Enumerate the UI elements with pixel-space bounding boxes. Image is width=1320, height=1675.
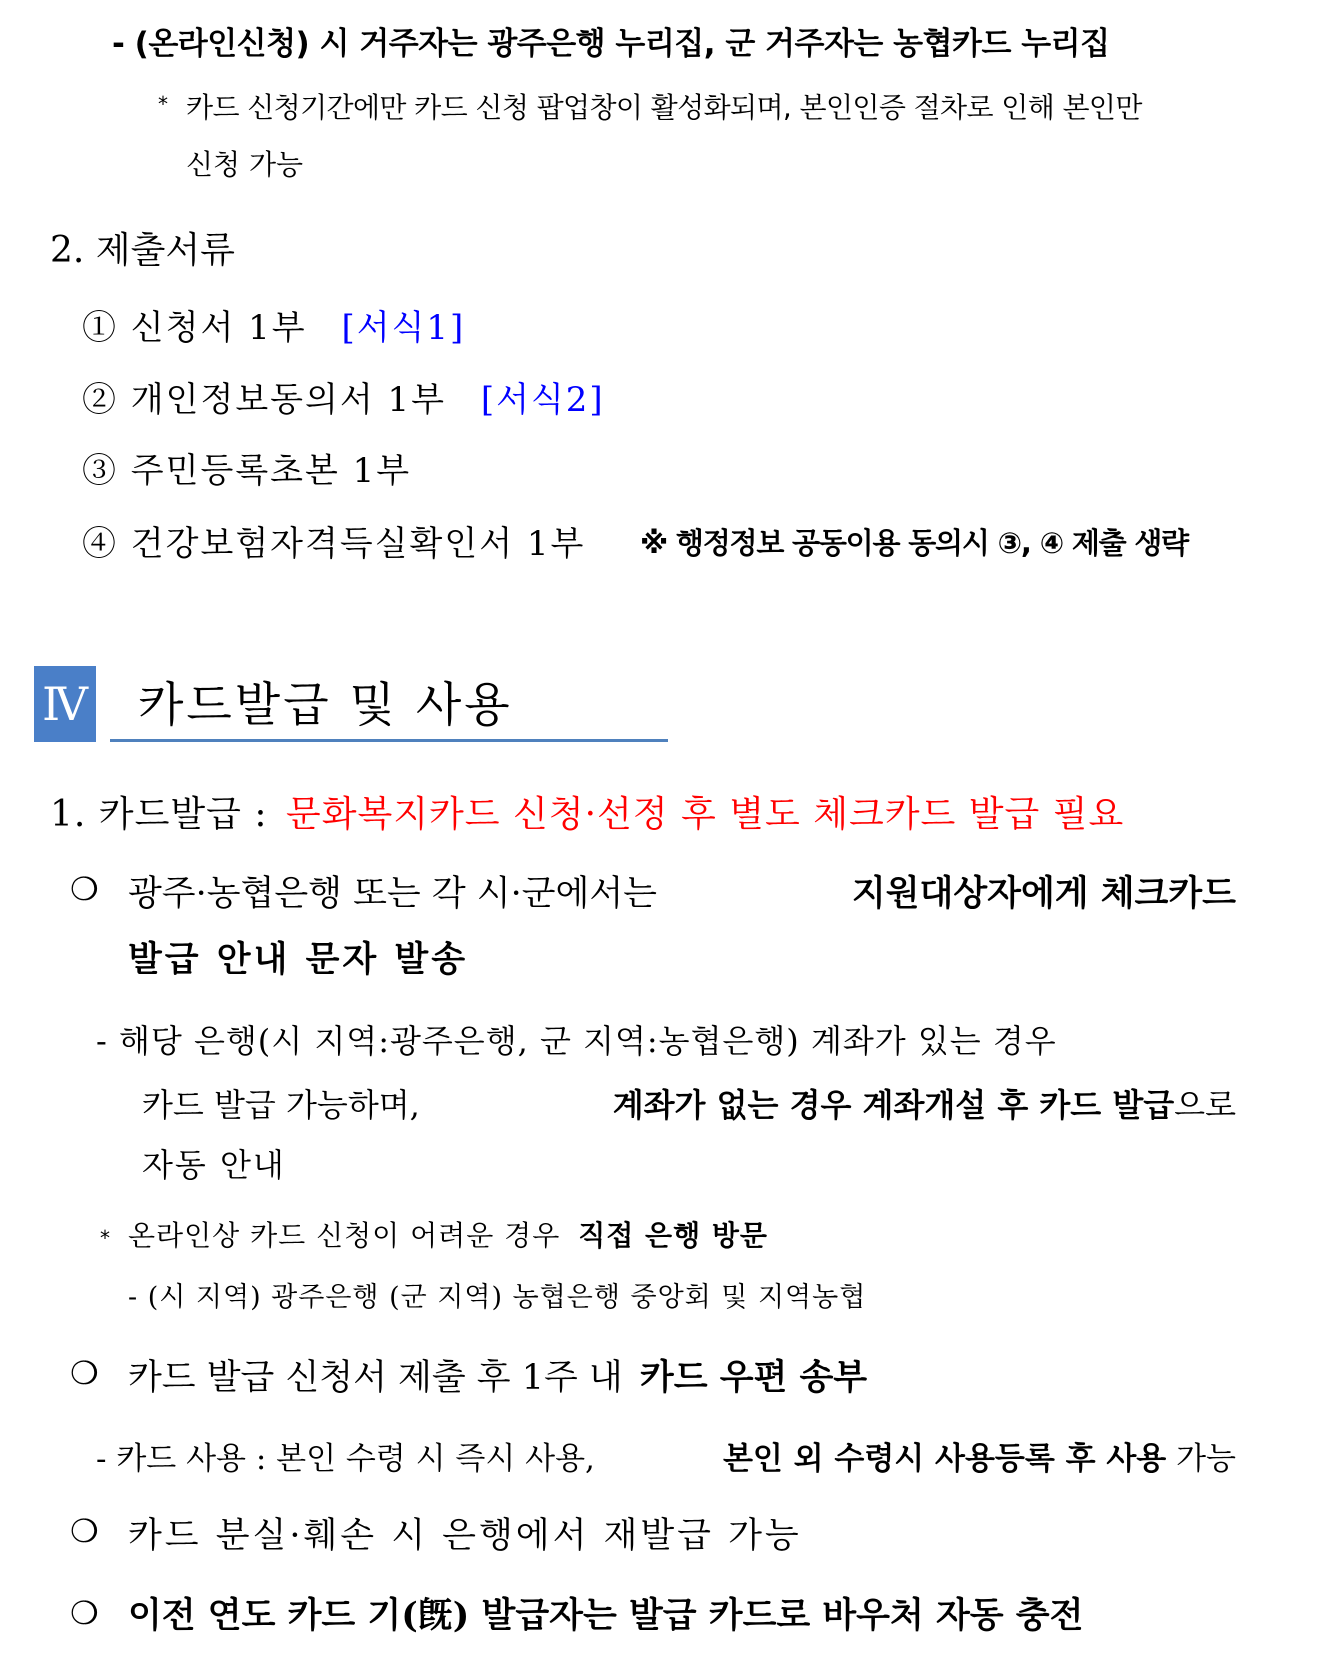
section-number-badge: Ⅳ (34, 666, 96, 742)
document-item-4-text: ④ 건강보험자격득실확인서 1부 (82, 524, 586, 564)
bank-visit-note-plain: 온라인상 카드 신청이 어려운 경우 (128, 1219, 561, 1252)
document-item-3 (82, 443, 411, 492)
section-title: 카드발급 및 사용 (138, 678, 513, 733)
bullet-1-mark: ❍ (70, 870, 99, 908)
card-issuance-heading-highlight: 문화복지카드 신청·선정 후 별도 체크카드 발급 필요 (285, 794, 1125, 835)
bullet-2-bold: 카드 우편 송부 (639, 1357, 868, 1398)
dash-1-line2 (142, 1080, 1236, 1126)
bullet-3-mark: ❍ (70, 1512, 99, 1550)
bullet-4-mark: ❍ (70, 1594, 99, 1632)
note-mark-2: * (100, 1226, 110, 1250)
document-item-1-text: ① 신청서 1부 (82, 308, 307, 348)
document-item-1 (82, 300, 465, 349)
section-title-underline (110, 739, 668, 742)
document-item-2-text: ② 개인정보동의서 1부 (82, 380, 446, 420)
form-2-link[interactable]: [서식2] (480, 380, 605, 420)
dash-1-line1: - 해당 은행(시 지역:광주은행, 군 지역:농협은행) 계좌가 있는 경우 (96, 1022, 1057, 1060)
bullet-1-bold: 지원대상자에게 체크카드 (851, 873, 1236, 914)
dash-2-line (96, 1433, 1236, 1478)
document-item-4 (82, 516, 585, 565)
bullet-1-plain: 광주·농협은행 또는 각 시·군에서는 (128, 874, 657, 914)
document-item-2 (82, 372, 605, 421)
dash-1-tail: 으로 (1174, 1086, 1236, 1124)
dash-2-tail: 가능 (1176, 1441, 1236, 1477)
bank-visit-sub: - (시 지역) 광주은행 (군 지역) 농협은행 중앙회 및 지역농협 (128, 1282, 867, 1313)
bullet-2-plain: 카드 발급 신청서 제출 후 1주 내 (128, 1358, 623, 1398)
bullet-1-line2: 발급 안내 문자 발송 (128, 939, 469, 980)
bank-visit-note (128, 1214, 768, 1254)
note-mark: * (158, 92, 168, 116)
dash-1-bold: 계좌가 없는 경우 계좌개설 후 카드 발급 (612, 1086, 1175, 1124)
bullet-4-line: 이전 연도 카드 기(旣) 발급자는 발급 카드로 바우처 자동 충전 (128, 1595, 1084, 1636)
admin-info-note: ※ 행정정보 공동이용 동의시 ③, ④ 제출 생략 (640, 526, 1189, 560)
dash-1-line3: 자동 안내 (142, 1146, 286, 1184)
dash-2-bold: 본인 외 수령시 사용등록 후 사용 (722, 1441, 1167, 1477)
bullet-3-line: 카드 분실·훼손 시 은행에서 재발급 가능 (128, 1516, 802, 1556)
card-issuance-heading (50, 786, 1124, 837)
documents-heading: 2. 제출서류 (50, 230, 235, 271)
document-item-3-text: ③ 주민등록초본 1부 (82, 451, 412, 491)
bullet-2-mark: ❍ (70, 1354, 99, 1392)
bullet-2-line (128, 1350, 867, 1400)
online-application-line: - (온라인신청) 시 거주자는 광주은행 누리집, 군 거주자는 농협카드 누리집 (112, 26, 1110, 62)
dash-2-plain: - 카드 사용 : 본인 수령 시 즉시 사용, (96, 1441, 595, 1477)
card-issuance-heading-prefix: 1. 카드발급 : (50, 794, 268, 835)
form-1-link[interactable]: [서식1] (341, 308, 466, 348)
card-period-note-line2: 신청 가능 (186, 148, 304, 181)
bullet-1-line1 (128, 866, 1236, 916)
card-period-note-line1: 카드 신청기간에만 카드 신청 팝업창이 활성화되며, 본인인증 절차로 인해 본인만 (186, 91, 1142, 124)
bank-visit-note-bold: 직접 은행 방문 (578, 1219, 768, 1252)
dash-1-plain: 카드 발급 가능하며, (142, 1086, 420, 1124)
